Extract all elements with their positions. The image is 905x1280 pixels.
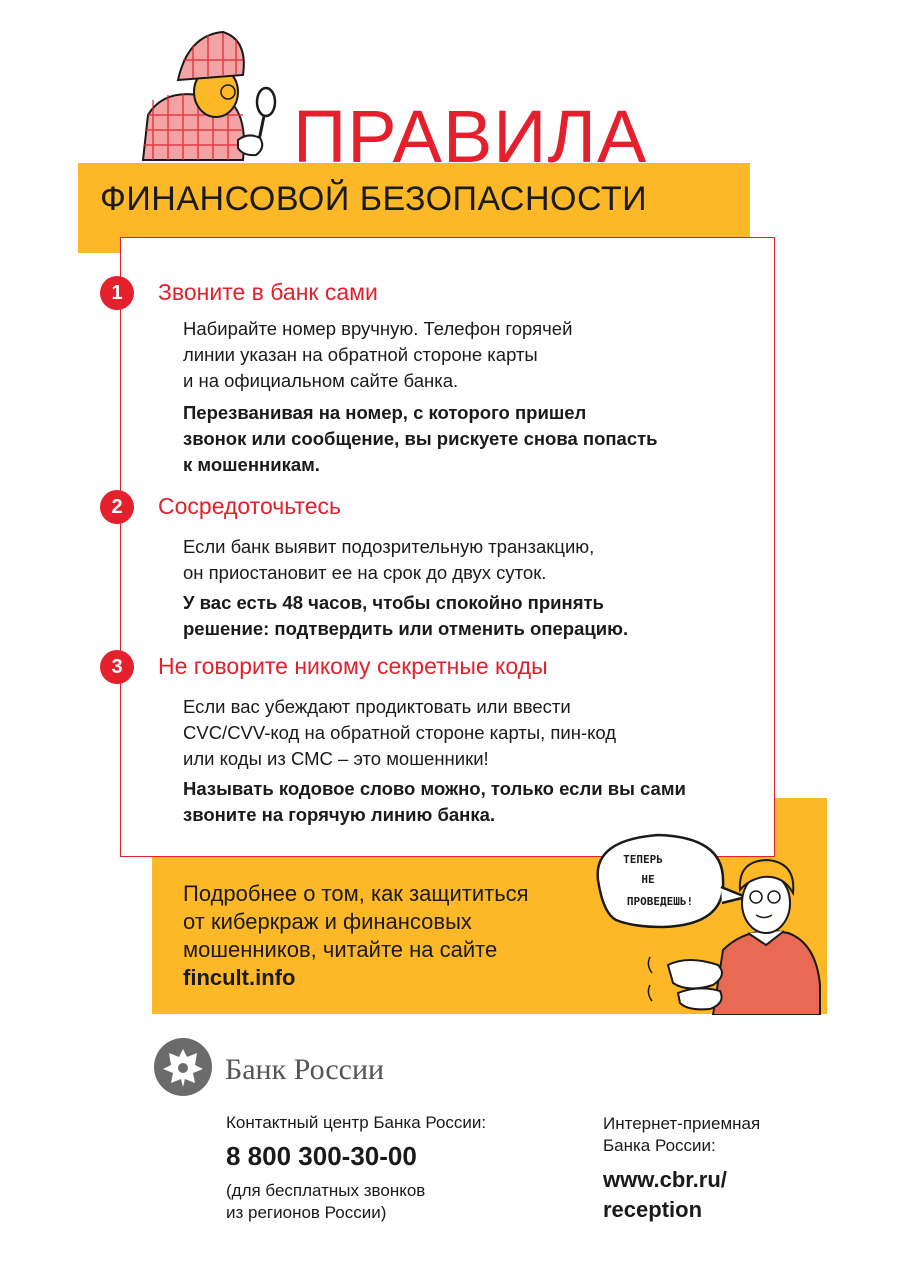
promo-text: Подробнее о том, как защититься от киберкраж и финансовых мошенников, читайте на сайте fincult.info: [183, 880, 603, 992]
rule-number-2: 2: [100, 490, 134, 524]
rule-warning-1: Перезванивая на номер, с которого пришел звонок или сообщение, вы рискуете снова попасть к мошенникам.: [183, 402, 658, 475]
rule-text-1: Набирайте номер вручную. Телефон горячей линии указан на обратной стороне карты и на официальном сайте банка.: [183, 318, 573, 391]
rule-text-3: Если вас убеждают продиктовать или ввести CVC/CVV-код на обратной стороне карты, пин-код или коды из СМС – это мошенники!: [183, 696, 617, 769]
rule-warning-2: У вас есть 48 часов, чтобы спокойно принять решение: подтвердить или отменить операцию.: [183, 592, 629, 639]
rule-heading-1: Звоните в банк сами: [158, 279, 378, 305]
rule-number-3: 3: [100, 650, 134, 684]
bubble-line-1: ТЕПЕРЬ: [623, 853, 663, 866]
contact-note: (для бесплатных звонков из регионов России): [226, 1181, 426, 1222]
magnifying-glass-icon: [257, 88, 275, 116]
contact-phone[interactable]: 8 800 300-30-00: [226, 1141, 417, 1171]
detective-illustration: [118, 20, 298, 170]
page-title: ПРАВИЛА: [293, 95, 648, 178]
page-subtitle: ФИНАНСОВОЙ БЕЗОПАСНОСТИ: [100, 180, 648, 218]
contact-center-label: Контактный центр Банка России:: [226, 1113, 487, 1132]
reception-label: Интернет-приемная Банка России:: [603, 1114, 761, 1155]
rule-number-1: 1: [100, 276, 134, 310]
rule-heading-3: Не говорите никому секретные коды: [158, 653, 548, 679]
bank-name: Банк России: [225, 1053, 385, 1086]
rule-text-2: Если банк выявит подозрительную транзакцию, он приостановит ее на срок до двух суток.: [183, 536, 595, 583]
rule-warning-3: Называть кодовое слово можно, только если вы сами звоните на горячую линию банка.: [183, 778, 686, 825]
bubble-line-2: НЕ: [641, 873, 655, 886]
bubble-line-3: ПРОВЕДЕШЬ!: [626, 895, 694, 908]
rule-heading-2: Сосредоточьтесь: [158, 493, 341, 519]
man-illustration: [588, 825, 828, 1015]
bank-of-russia-emblem-icon: [153, 1037, 213, 1097]
reception-link[interactable]: www.cbr.ru/ reception: [603, 1167, 727, 1222]
fincult-link[interactable]: fincult.info: [183, 965, 296, 990]
